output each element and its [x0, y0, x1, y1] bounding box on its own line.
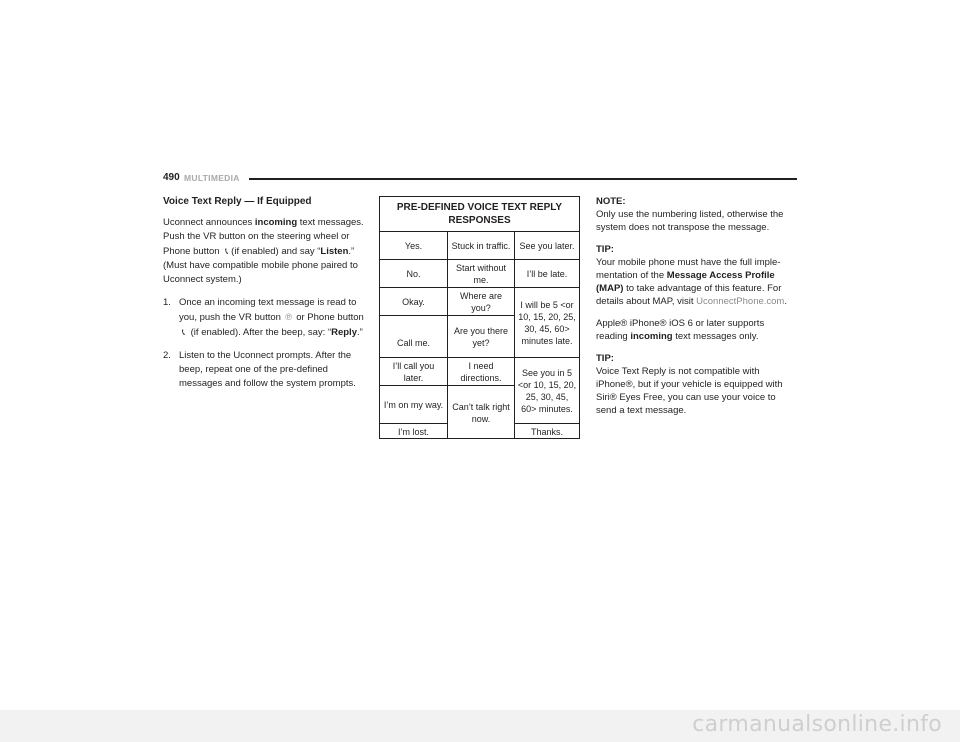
- tip-label: TIP:: [596, 353, 614, 364]
- voice-recognition-icon: ℗: [285, 312, 292, 322]
- section-title: MULTIMEDIA: [184, 173, 240, 183]
- header-rule: [249, 178, 797, 180]
- page-header: [163, 172, 797, 186]
- table-cell: Are you there yet?: [453, 325, 509, 348]
- step-number: 1.: [163, 297, 171, 308]
- step-number: 2.: [163, 350, 171, 361]
- tip-label: TIP:: [596, 244, 614, 255]
- apple-text-2: text messages only.: [672, 331, 759, 342]
- step-1-text-1: Once an incoming text message is read to you, push the VR button: [179, 297, 357, 323]
- step-1-em-reply: Reply: [331, 327, 357, 338]
- table-cell: No.: [406, 268, 421, 279]
- table-cell: I’m on my way.: [383, 399, 444, 410]
- intro-em-incoming: incoming: [254, 217, 298, 228]
- intro-em-listen: Listen: [320, 246, 349, 257]
- table-cell: Call me.: [396, 337, 430, 348]
- table-cell: Thanks.: [530, 426, 563, 437]
- footer-band: [0, 710, 960, 742]
- table-cell: Yes.: [404, 240, 423, 251]
- intro-paragraph: [163, 216, 365, 287]
- tip-1-text-3: .: [784, 296, 787, 307]
- note-label: NOTE:: [596, 196, 626, 207]
- tip-1-em-map: Message Access Profile (MAP): [596, 270, 775, 294]
- step-text: [179, 296, 365, 340]
- table-cell: Start without me.: [455, 262, 507, 285]
- table-cell: Stuck in traffic.: [451, 240, 511, 251]
- uconnectphone-link[interactable]: UconnectPhone.com: [696, 296, 785, 307]
- note-block: [596, 195, 798, 234]
- table-cell: I’ll be late.: [526, 268, 568, 279]
- table-cell: See you later.: [519, 240, 575, 251]
- table-cell: I’m lost.: [397, 426, 429, 437]
- apple-text-1: Apple® iPhone® iOS 6 or later supports reading: [596, 318, 765, 342]
- tip-text: Voice Text Reply is not compatible with iPhone®, but if your vehicle is equipped with Siri® Eyes Free, you can use your voice to send a text message.: [596, 366, 783, 416]
- table-cell: Okay.: [402, 296, 425, 307]
- table-cell: I’ll call you later.: [392, 360, 435, 383]
- table-title: PRE-DEFINED VOICE TEXT REPLY RESPONSES: [396, 202, 563, 226]
- intro-text-4: .” (Must have compatible mobile phone paired to Uconnect system.): [163, 246, 358, 285]
- tip-1-text-1: Your mobile phone must have the full imple-mentation of the: [596, 257, 781, 281]
- phone-icon: 📞︎: [181, 327, 186, 337]
- note-text: Only use the numbering listed, otherwise the system does not transpose the message.: [596, 209, 784, 233]
- step-text: Listen to the Uconnect prompts. After the beep, repeat one of the pre-defined messages and follow the system prompts.: [179, 350, 356, 389]
- table-cell: I need directions.: [460, 360, 502, 383]
- right-column: [596, 195, 798, 426]
- section-heading: Voice Text Reply — If Equipped: [163, 196, 312, 207]
- table-cell: Can’t talk right now.: [452, 401, 510, 424]
- step-1-text-3: (if enabled). After the beep, say: “: [188, 327, 332, 338]
- tip-block-1: [596, 243, 798, 308]
- phone-icon: 📞︎: [225, 246, 229, 256]
- apple-paragraph: [596, 317, 798, 343]
- tip-1-text-2: to take advantage of this feature. For details about MAP, visit: [596, 283, 782, 307]
- page-number: 490: [163, 172, 180, 183]
- step-1-text-4: .”: [356, 327, 363, 338]
- table-cell: Where are you?: [459, 290, 503, 313]
- intro-text-2: text messages. Push the VR button on the steering wheel or Phone button: [163, 217, 364, 257]
- tip-block-2: [596, 352, 798, 417]
- step-1: [163, 296, 365, 340]
- table-cell: See you in 5 <or 10, 15, 20, 25, 30, 45, 60> minutes.: [517, 367, 577, 414]
- step-2: [163, 349, 365, 391]
- intro-text-3: (if enabled) and say “: [231, 246, 321, 257]
- responses-table: [379, 196, 580, 439]
- step-1-text-2: or Phone button: [293, 312, 364, 323]
- left-column: [163, 195, 365, 400]
- intro-text-1: Uconnect announces: [163, 217, 255, 228]
- table-cell: I will be 5 <or 10, 15, 20, 25, 30, 45, 60> minutes late.: [518, 299, 576, 346]
- apple-em-incoming: incoming: [630, 331, 673, 342]
- watermark: carmanualsonline.info: [692, 712, 942, 737]
